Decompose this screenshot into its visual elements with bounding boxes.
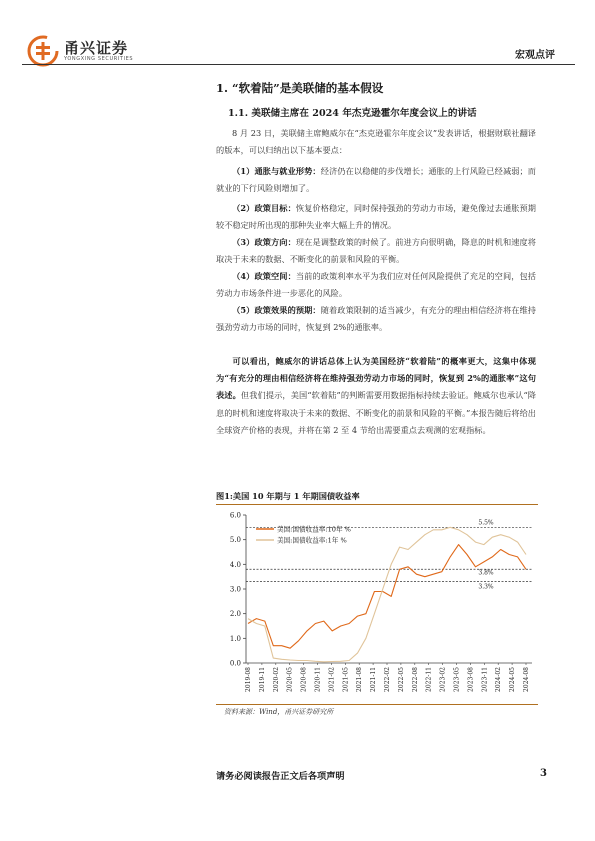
x-tick-label: 2021-08	[356, 667, 364, 692]
y-tick-label: 6.0	[229, 511, 241, 520]
x-tick-label: 2023-08	[467, 667, 475, 692]
point-2-text: 恢复价格稳定，同时保持强劲的劳动力市场，避免像过去通胀预期较不稳定时所出现的那种失业率大幅上升的情况。	[216, 203, 536, 231]
x-tick-label: 2022-02	[384, 667, 391, 692]
point-3-text: 现在是调整政策的时候了。前进方向很明确，降息的时机和速度将取决于未来的数据、不断变化的前景和风险的平衡。	[216, 237, 536, 265]
point-4-label: （4）政策空间：	[232, 271, 296, 281]
x-tick-label: 2023-11	[481, 667, 489, 692]
x-tick-label: 2024-02	[495, 667, 503, 692]
y-tick-label: 5.0	[229, 536, 241, 545]
figure-title: 图1:美国 10 年期与 1 年期国债收益率	[216, 491, 360, 501]
x-tick-label: 2022-05	[397, 667, 405, 692]
x-tick-label: 2022-11	[425, 667, 433, 692]
x-tick-label: 2019-08	[245, 667, 252, 692]
x-tick-label: 2023-02	[439, 667, 447, 692]
paragraph-point-5	[216, 302, 536, 336]
brand-name-en: YONGXING SECURITIES	[64, 56, 134, 62]
logo-mark-icon	[26, 34, 60, 68]
legend-label: 美国:国债收益率:10年 %	[277, 525, 351, 534]
point-4-text: 当前的政策利率水平为我们应对任何风险提供了充足的空间，包括劳动力市场条件进一步恶化的风险。	[216, 271, 536, 299]
conclusion-text: 但我们提示，美国“软着陆”的判断需要用数据指标持续去验证。鲍威尔也承认“降息的时机和速度将取决于未来的数据、不断变化的前景和风险的平衡。”本报告随后将给出全球资产价格的表现，并将在第 2 至 4 节给出需要重点去观测的宏观指标。	[216, 390, 536, 435]
x-tick-label: 2024-08	[523, 667, 530, 692]
x-tick-label: 2022-08	[411, 667, 419, 692]
figure-source: 资料来源：Wind，甬兴证券研究所	[224, 708, 334, 716]
paragraph-intro	[216, 125, 536, 159]
x-tick-label: 2021-02	[328, 667, 336, 692]
legend-label: 美国:国债收益率:1年 %	[277, 536, 347, 545]
paragraph-point-1	[216, 163, 536, 197]
paragraph-point-2	[216, 200, 536, 234]
reference-line-label: 3.8%	[478, 569, 494, 577]
point-5-label: （5）政策效果的预期：	[232, 305, 321, 315]
page-number: 3	[540, 768, 547, 779]
paragraph-conclusion	[216, 353, 536, 439]
paragraph-intro-text: 8 月 23 日，美联储主席鲍威尔在“杰克逊霍尔年度会议”发表讲话，根据财联社翻译的版本，可以归纳出以下基本要点：	[216, 128, 536, 156]
subsection-heading: 1.1. 美联储主席在 2024 年杰克逊霍尔年度会议上的讲话	[228, 108, 477, 119]
x-tick-label: 2020-11	[314, 667, 322, 692]
paragraph-point-3	[216, 234, 536, 268]
point-3-label: （3）政策方向：	[232, 237, 296, 247]
x-tick-label: 2024-05	[509, 667, 517, 692]
y-tick-label: 3.0	[229, 585, 241, 594]
x-tick-label: 2019-11	[258, 667, 266, 692]
footer-disclaimer: 请务必阅读报告正文后各项声明	[216, 771, 345, 782]
x-tick-label: 2023-05	[453, 667, 461, 692]
header-divider	[22, 64, 575, 65]
point-1-label: （1）通胀与就业形势：	[232, 166, 321, 176]
report-type: 宏观点评	[515, 50, 555, 61]
x-tick-label: 2021-11	[370, 667, 378, 692]
x-tick-label: 2020-02	[272, 667, 280, 692]
y-tick-label: 2.0	[229, 610, 241, 619]
point-2-label: （2）政策目标：	[232, 203, 296, 213]
x-tick-label: 2020-05	[286, 667, 294, 692]
figure-bottom-rule	[216, 704, 538, 705]
y-tick-label: 1.0	[229, 634, 241, 643]
paragraph-point-4	[216, 268, 536, 302]
reference-line-label: 3.3%	[478, 583, 494, 591]
yield-chart	[216, 505, 541, 705]
section-heading: 1. “软着陆”是美联储的基本假设	[216, 81, 384, 95]
x-tick-label: 2020-08	[300, 667, 308, 692]
series-line-1	[248, 545, 526, 649]
point-1-text: 经济仍在以稳健的步伐增长；通胀的上行风险已经减弱；而就业的下行风险则增加了。	[216, 166, 536, 194]
y-tick-label: 0.0	[229, 659, 241, 668]
y-tick-label: 4.0	[229, 560, 241, 569]
point-5-text: 随着政策限制的适当减少，有充分的理由相信经济将在维持强劲劳动力市场的同时，恢复到 2%的通胀率。	[216, 305, 536, 333]
brand-name: 甬兴证券	[64, 39, 129, 57]
x-tick-label: 2021-05	[342, 667, 350, 692]
reference-line-label: 5.5%	[478, 519, 494, 527]
conclusion-bold: 可以看出，鲍威尔的讲话总体上认为美国经济“软着陆”的概率更大，这集中体现为“有充分的理由相信经济将在维持强劲劳动力市场的同时，恢复到 2%的通胀率”这句表述。	[216, 356, 536, 401]
